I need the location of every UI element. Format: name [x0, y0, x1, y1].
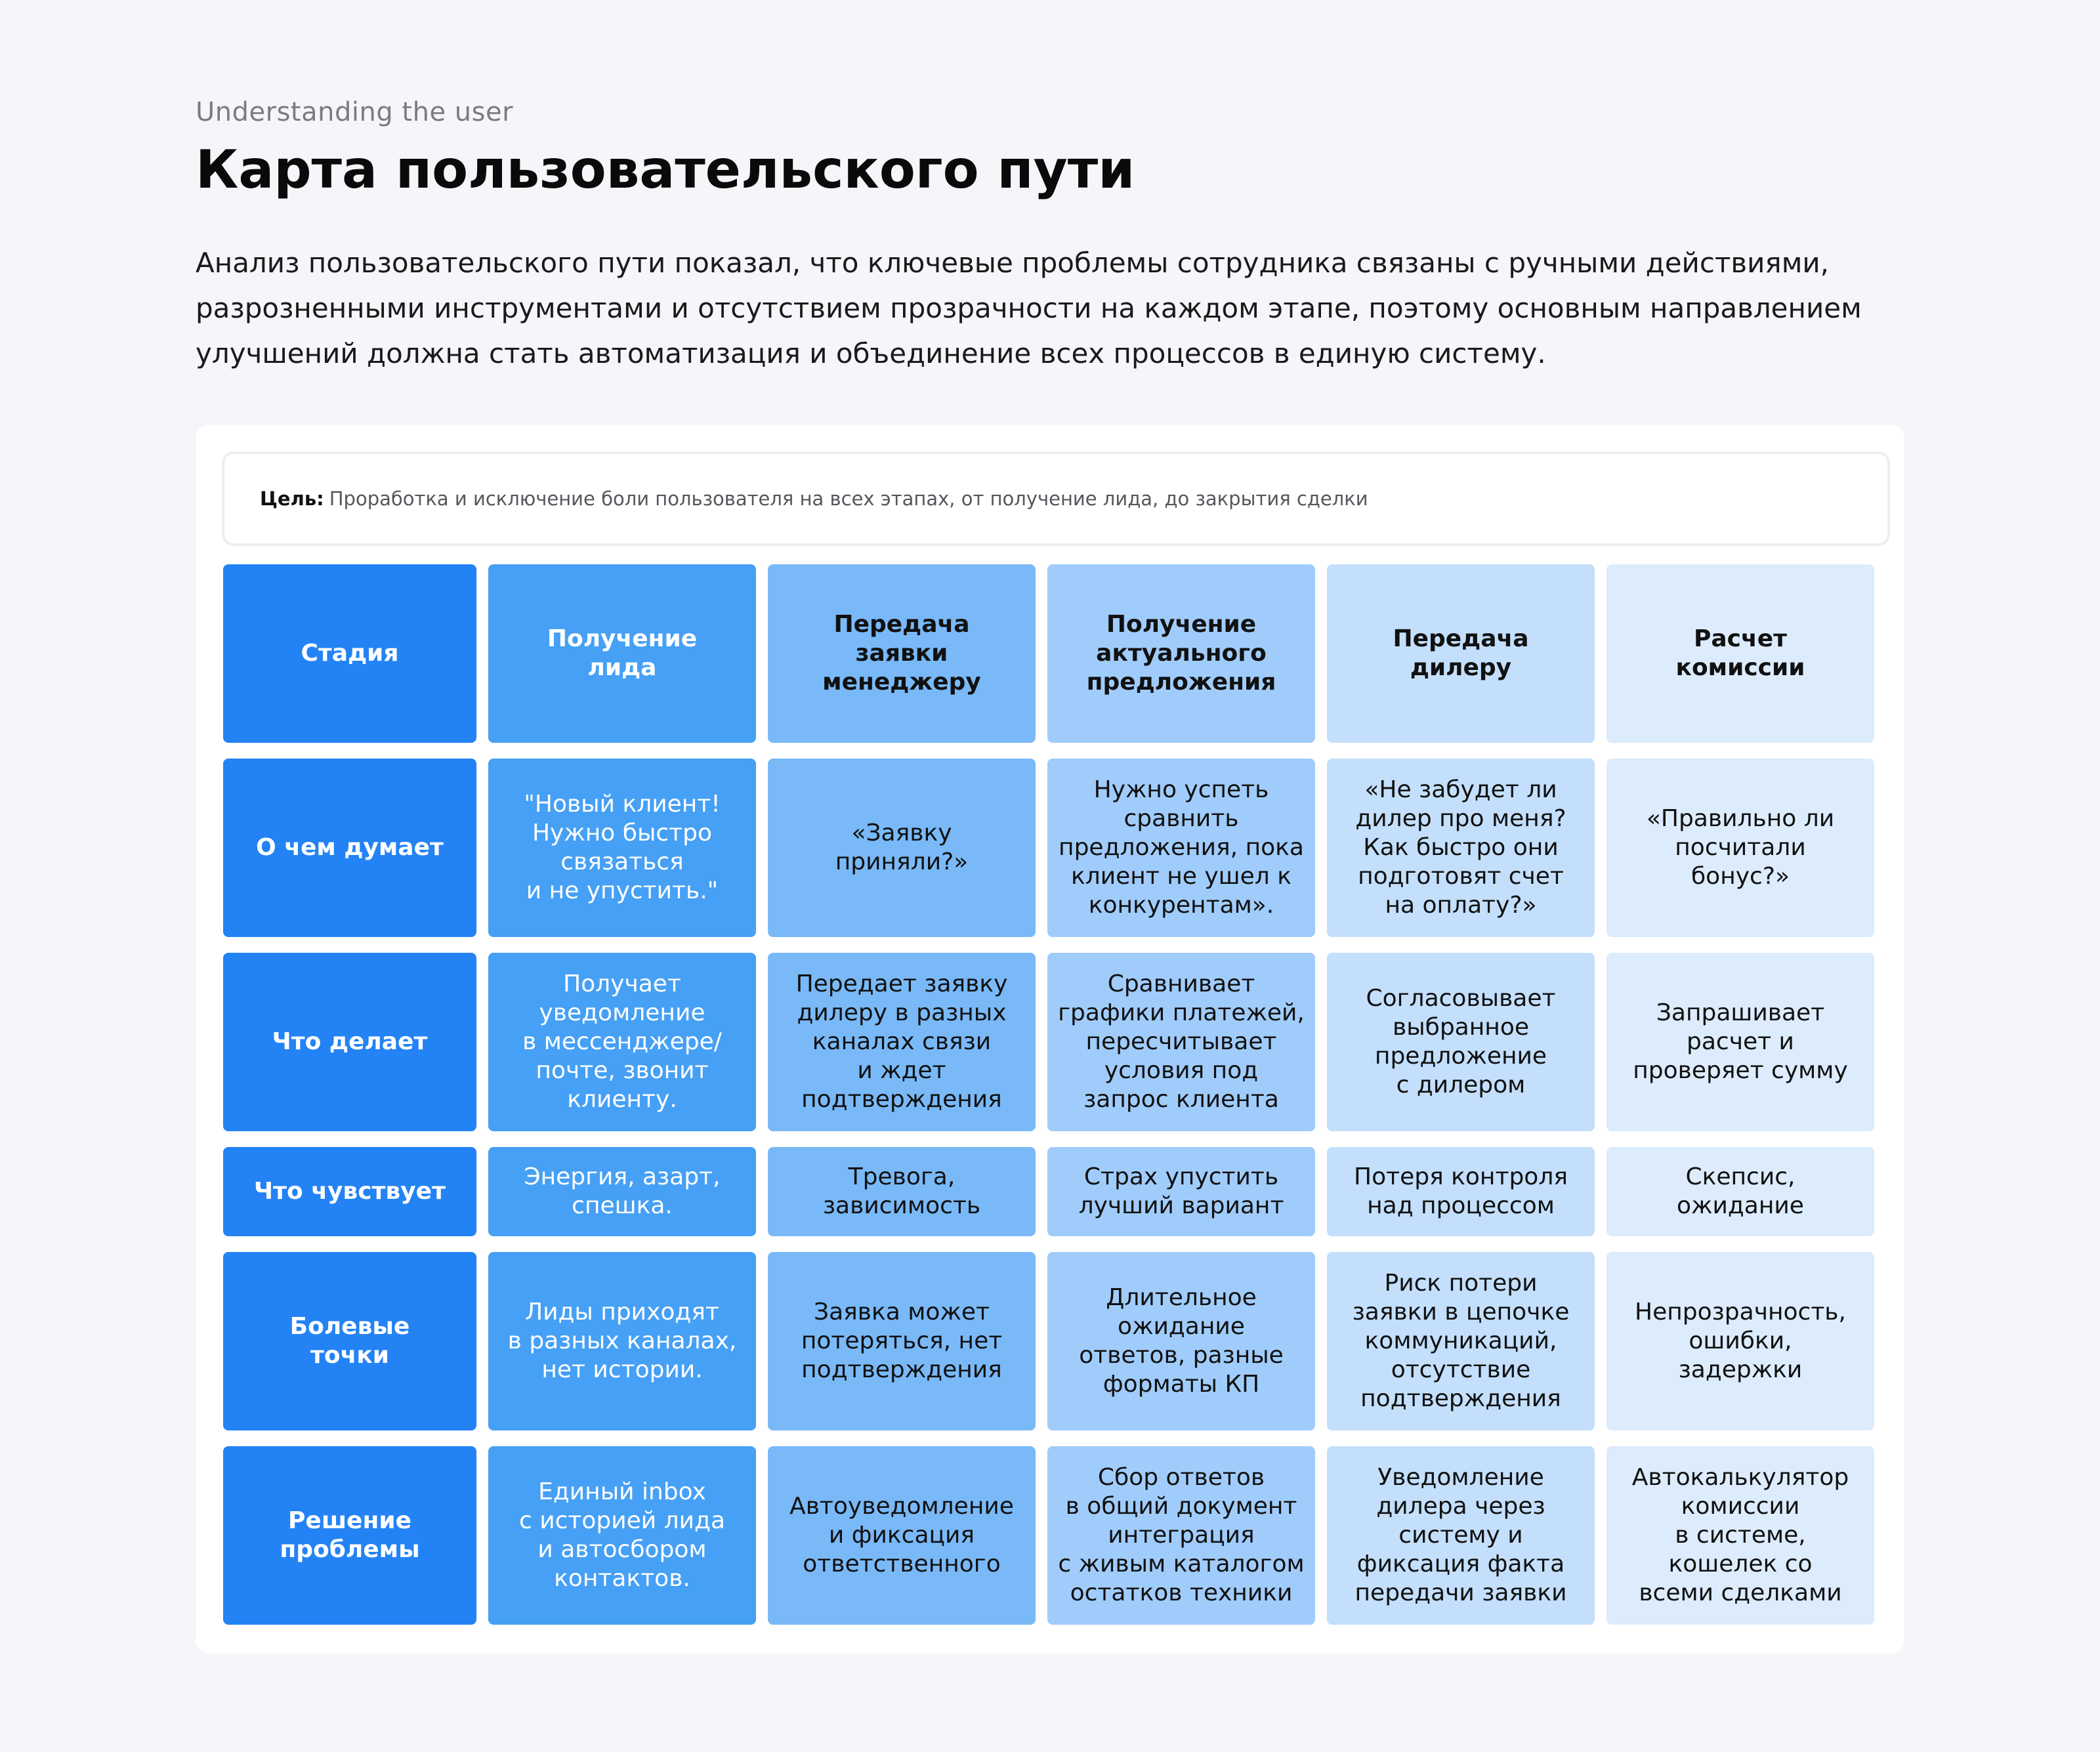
journey-cell: Энергия, азарт, спешка.: [488, 1147, 756, 1236]
journey-cell: Скепсис, ожидание: [1606, 1147, 1874, 1236]
journey-cell: Уведомление дилера через систему и фиксация факта передачи заявки: [1327, 1446, 1595, 1625]
journey-cell: "Новый клиент! Нужно быстро связаться и не упустить.": [488, 759, 756, 937]
stage-header-offer: Получение актуального предложения: [1047, 564, 1315, 743]
journey-cell: Лиды приходят в разных каналах, нет истории.: [488, 1252, 756, 1430]
journey-cell: Единый inbox с историей лида и автосбором контактов.: [488, 1446, 756, 1625]
journey-cell: Потеря контроля над процессом: [1327, 1147, 1595, 1236]
journey-cell: Риск потери заявки в цепочке коммуникаций, отсутствие подтверждения: [1327, 1252, 1595, 1430]
stage-header-dealer: Передача дилеру: [1327, 564, 1595, 743]
journey-cell: Заявка может потеряться, нет подтверждения: [768, 1252, 1036, 1430]
journey-cell: «Правильно ли посчитали бонус?»: [1606, 759, 1874, 937]
goal-text: Проработка и исключение боли пользователя на всех этапах, от получение лида, до закрытия сделки: [329, 488, 1368, 510]
journey-cell: Передает заявку дилеру в разных каналах связи и ждет подтверждения: [768, 953, 1036, 1131]
goal-box: [222, 451, 1890, 546]
row-label-pain-points: Болевые точки: [223, 1252, 476, 1430]
section-eyebrow: Understanding the user: [196, 97, 514, 127]
row-label-feels: Что чувствует: [223, 1147, 476, 1236]
page-description: Анализ пользовательского пути показал, что ключевые проблемы сотрудника связаны с ручными действиями, разрозненными инструментами и отсутствием прозрачности на каждом этапе, поэтому основным направлением улучшений должна стать автоматизация и объединение всех процессов в единую систему.: [196, 247, 1862, 369]
stage-header-commission: Расчет комиссии: [1606, 564, 1874, 743]
goal-label: Цель:: [260, 488, 324, 510]
row-label-does: Что делает: [223, 953, 476, 1131]
page-title: Карта пользовательского пути: [196, 139, 1135, 200]
journey-cell: Сбор ответов в общий документ интеграция с живым каталогом остатков техники: [1047, 1446, 1315, 1625]
journey-cell: Непрозрачность, ошибки, задержки: [1606, 1252, 1874, 1430]
journey-cell: Согласовывает выбранное предложение с дилером: [1327, 953, 1595, 1131]
journey-cell: Автоуведомление и фиксация ответственного: [768, 1446, 1036, 1625]
journey-cell: Страх упустить лучший вариант: [1047, 1147, 1315, 1236]
journey-cell: Автокалькулятор комиссии в системе, кошелек со всеми сделками: [1606, 1446, 1874, 1625]
journey-cell: «Не забудет ли дилер про меня? Как быстро они подготовят счет на оплату?»: [1327, 759, 1595, 937]
row-label-solution: Решение проблемы: [223, 1446, 476, 1625]
journey-cell: Нужно успеть сравнить предложения, пока клиент не ушел к конкурентам».: [1047, 759, 1315, 937]
journey-map-grid: [223, 564, 1874, 1625]
journey-cell: Длительное ожидание ответов, разные форматы КП: [1047, 1252, 1315, 1430]
journey-cell: Запрашивает расчет и проверяет сумму: [1606, 953, 1874, 1131]
stage-header-transfer-manager: Передача заявки менеджеру: [768, 564, 1036, 743]
journey-cell: Тревога, зависимость: [768, 1147, 1036, 1236]
journey-cell: Получает уведомление в мессенджере/ почте, звонит клиенту.: [488, 953, 756, 1131]
row-label-thinks: О чем думает: [223, 759, 476, 937]
journey-cell: «Заявку приняли?»: [768, 759, 1036, 937]
stage-header-lead: Получение лида: [488, 564, 756, 743]
stage-row-label: Стадия: [223, 564, 476, 743]
journey-cell: Сравнивает графики платежей, пересчитывает условия под запрос клиента: [1047, 953, 1315, 1131]
